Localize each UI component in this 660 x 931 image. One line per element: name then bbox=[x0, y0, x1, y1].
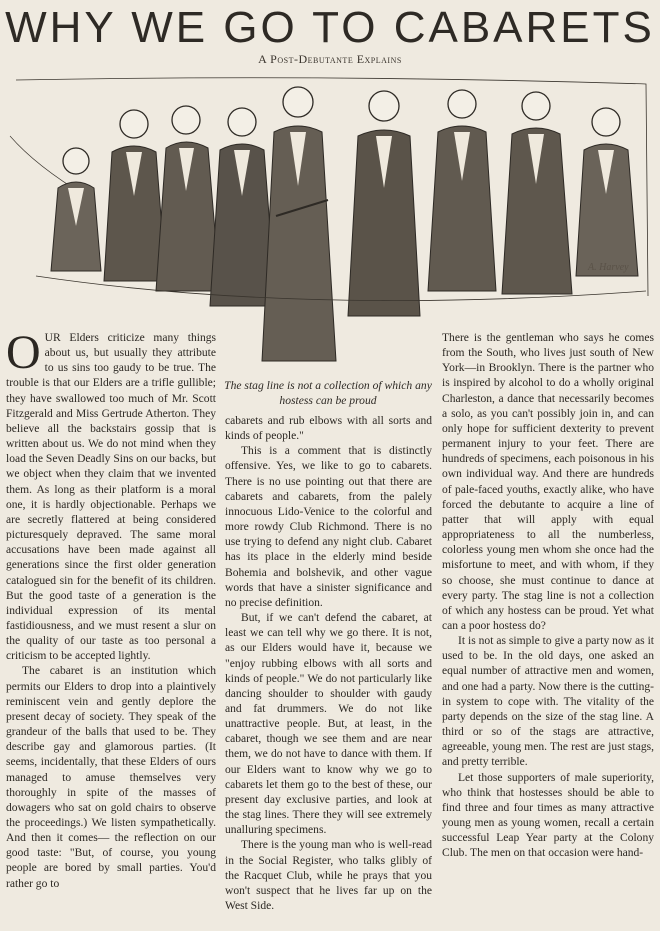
text-column-1 bbox=[6, 326, 216, 892]
paragraph: There is the young man who is well-read in the Social Register, who talks glibly of the Racquet Club, while he prays that you won't suspect that he lives far up on the West Side. bbox=[225, 839, 432, 912]
paragraph: The cabaret is an institution which permits our Elders to drop into a plaintively reminiscent vein and gently deplore the present decay of society. They speak of the grandeur of the balls that used to be. They describe gay and glamorous parties. (It seems, incidentally, that these Elders of ours managed to amuse themselves very thoroughly in spite of the masses of dowagers who sat on gold chairs to observe the proceedings.) We listen sympathetically. And then it comes— the reflection on our good taste: "But, of course, you young people are bored by small parties. You'd rather go to bbox=[6, 665, 216, 890]
article-subtitle: A Post-Debutante Explains bbox=[258, 52, 402, 66]
figure-9 bbox=[576, 108, 638, 276]
figure-3 bbox=[156, 106, 220, 291]
figure-5 bbox=[262, 87, 336, 361]
figure-7 bbox=[428, 90, 496, 291]
figure-6 bbox=[348, 91, 420, 316]
paragraph: But, if we can't defend the cabaret, at least we can tell why we go there. It is not, as our Elders would have it, because we "enjoy rubbing elbows with all sorts and kinds of people." We do not particularly like dancing shoulder to shoulder with gaudy and fat drummers. We do not like unattractive people. But, at least, in the cabaret, though we see them and are near them, we do not have to dance with them. If our Elders want to know why we go to cabarets let them go to the best of these, our present day exclusive parties, and look at the stag lines. There they will see extremely unalluring specimens. bbox=[225, 612, 432, 837]
text-column-3 bbox=[442, 331, 654, 861]
drop-cap: O bbox=[6, 326, 41, 379]
figure-8 bbox=[502, 92, 572, 294]
illustration-caption: The stag line is not a collection of which any hostess can be proud bbox=[224, 379, 432, 407]
paragraph-text: UR Elders criticize many things about us, but usually they attribute to us sins too gaudy to be true. The trouble is that our Elders are a trifle gullible; they have swallowed too much of Mr. Scott Fitzgerald and Miss Gertrude Atherton. They believe all the backstairs gossip that is written about us. We do not mind when they load the Seven Deadly Sins on our backs, but we object when they claim that we invented them. As long as their platform is a moral one, it is hardly objectionable. Perhaps we are secretly flattered at being considered picturesquely depraved. The same moral accusations have been made against all generations since the first older generation catalogued sin for the benefit of its children. But the good taste of a generation is the individual expression of its mental fastidiousness, and we must resent a slur on the quality of our taste as too personal a criticism to be accepted lightly. bbox=[6, 332, 216, 663]
illustrator-signature: A. Harvey bbox=[588, 262, 629, 273]
paragraph: It is not as simple to give a party now as it used to be. In the old days, one asked an equal number of attractive men and women, and one had a party. Now there is the cutting-in system to cope with. The vitality of the party depends on the size of the stag line. A third or so of the stags are attractive, agreeable, young men. The rest are just stags, and pretty terrible. bbox=[442, 635, 654, 769]
paragraph: There is the gentleman who says he comes from the South, who lives just south of New York—in Brooklyn. There is the partner who is inspired by alcohol to do a wholly original Charleston, a dance that necessarily becomes a solo, as you can't possibly join in, and can only hope for sufficient dexterity to prevent permanent injury to your feet. There are hundreds of specimens, each poisonous in his own individual way. And there are hundreds of pale-faced youths, exactly alike, who have forced the debutante to acquire a line of patter that will apply with equal appropriateness to all the numberless, colorless young men whom she once had the misfortune to meet, and with whom, if they so choose, she must continue to dance at every party. The stag line is not a collection of which any hostess can be proud. Yet what can a poor hostess do? bbox=[442, 332, 654, 632]
figure-1 bbox=[51, 148, 101, 271]
paragraph: cabarets and rub elbows with all sorts and kinds of people." bbox=[225, 415, 432, 443]
text-column-2 bbox=[225, 414, 432, 914]
paragraph: This is a comment that is distinctly offensive. Yes, we like to go to cabarets. There is no use pointing out that there are cabarets and cabarets, from the palely innocuous Lido-Venice to the colorful and more rowdy Club Richmond. There is no use trying to defend any night club. Cabaret has its place in the elderly mind beside Bohemia and bolshevik, and other vague words that have a sinister significance and no precise definition. bbox=[225, 445, 432, 609]
paragraph bbox=[6, 326, 216, 664]
article-title: WHY WE GO TO CABARETS bbox=[5, 3, 655, 52]
figure-2 bbox=[104, 110, 166, 281]
paragraph: Let those supporters of male superiority, who think that hostesses should be able to find three and four times as many attractive young men as young women, recall a certain successful Leap Year party at the Colony Club. The men on that occasion were hand- bbox=[442, 771, 654, 860]
